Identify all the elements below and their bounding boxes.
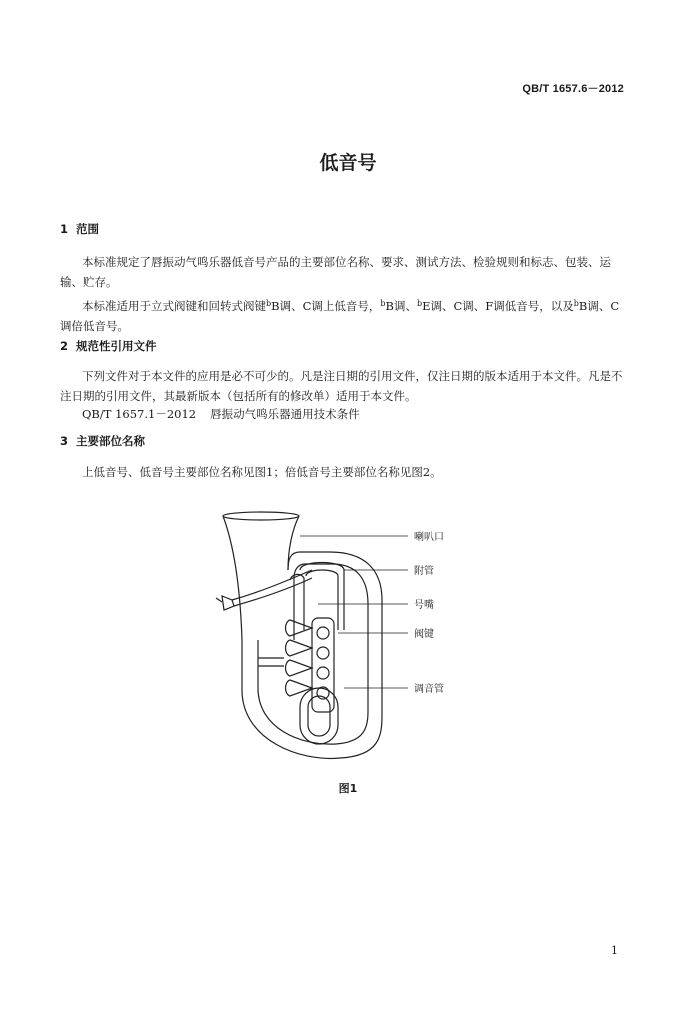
label-branch-tube: 附管	[414, 566, 434, 577]
valve-1	[317, 627, 329, 639]
label-tuning-slide: 调音管	[414, 684, 444, 695]
document-title: 低音号	[319, 152, 377, 174]
page-number: 1	[611, 944, 618, 957]
label-mouthpiece: 号嘴	[414, 600, 434, 611]
figure-caption: 图1	[338, 782, 358, 795]
valve-3	[317, 667, 329, 679]
valve-loop-4	[286, 680, 313, 696]
bell-rim	[223, 512, 299, 520]
section-2-paragraph: 下列文件对于本文件的应用是必不可少的。凡是注日期的引用文件，仅注日期的版本适用于本文件。凡是不注日期的引用文件，其最新版本（包括所有的修改单）适用于本文件。	[60, 369, 623, 403]
bell-inner-right	[288, 516, 299, 570]
flat-sign: b	[416, 299, 423, 308]
reference-code: QB/T 1657.1－2012	[82, 407, 197, 421]
section-3-paragraph: 上低音号、低音号主要部位名称见图1；倍低音号主要部位名称见图2。	[82, 465, 442, 479]
reference-title: 唇振动气鸣乐器通用技术条件	[210, 407, 360, 421]
mouthpiece	[222, 596, 234, 610]
label-bell: 喇叭口	[414, 532, 444, 543]
flat-sign: b	[380, 299, 386, 308]
section-1-heading	[60, 221, 99, 237]
section-3-heading	[60, 433, 145, 449]
valve-2	[317, 647, 329, 659]
bell-outer-left	[223, 516, 242, 640]
mouthpiece-cup	[216, 598, 222, 602]
valve-loop-3	[286, 660, 313, 676]
section-1-paragraph-2	[60, 294, 626, 336]
leadpipe-lower	[234, 578, 312, 606]
standard-code: QB/T 1657.6－2012	[522, 83, 624, 95]
scope-text-e: B调、C调倍低音号。	[60, 299, 620, 333]
tuba-diagram	[0, 500, 696, 790]
normative-reference	[82, 404, 360, 424]
valve-casing	[312, 618, 334, 712]
section-3-number: 3	[60, 434, 69, 448]
section-2-number: 2	[60, 339, 69, 353]
flat-sign: b	[266, 299, 272, 308]
section-1-number: 1	[60, 222, 69, 236]
scope-text-d: E调、C调、F调低音号，以及	[422, 299, 574, 313]
section-2-title: 规范性引用文件	[76, 339, 157, 353]
section-3-title: 主要部位名称	[76, 434, 145, 448]
valve-loop-1	[286, 620, 313, 636]
label-valve: 阀键	[414, 629, 434, 640]
flat-sign: b	[573, 299, 579, 308]
scope-text-a: 本标准适用于立式阀键和回转式阀键	[82, 299, 266, 313]
scope-text-c: B调、	[385, 299, 417, 313]
valve-loop-2	[286, 640, 313, 656]
section-2-heading	[60, 338, 157, 354]
section-1-title: 范围	[76, 222, 99, 236]
tuning-slide-inner	[308, 696, 330, 736]
leadpipe-upper	[232, 570, 312, 600]
section-1-paragraph-1: 本标准规定了唇振动气鸣乐器低音号产品的主要部位名称、要求、测试方法、检验规则和标志、包装、运输、贮存。	[60, 255, 611, 289]
scope-text-b: B调、C调上低音号，	[271, 299, 381, 313]
body-inner	[258, 564, 368, 744]
